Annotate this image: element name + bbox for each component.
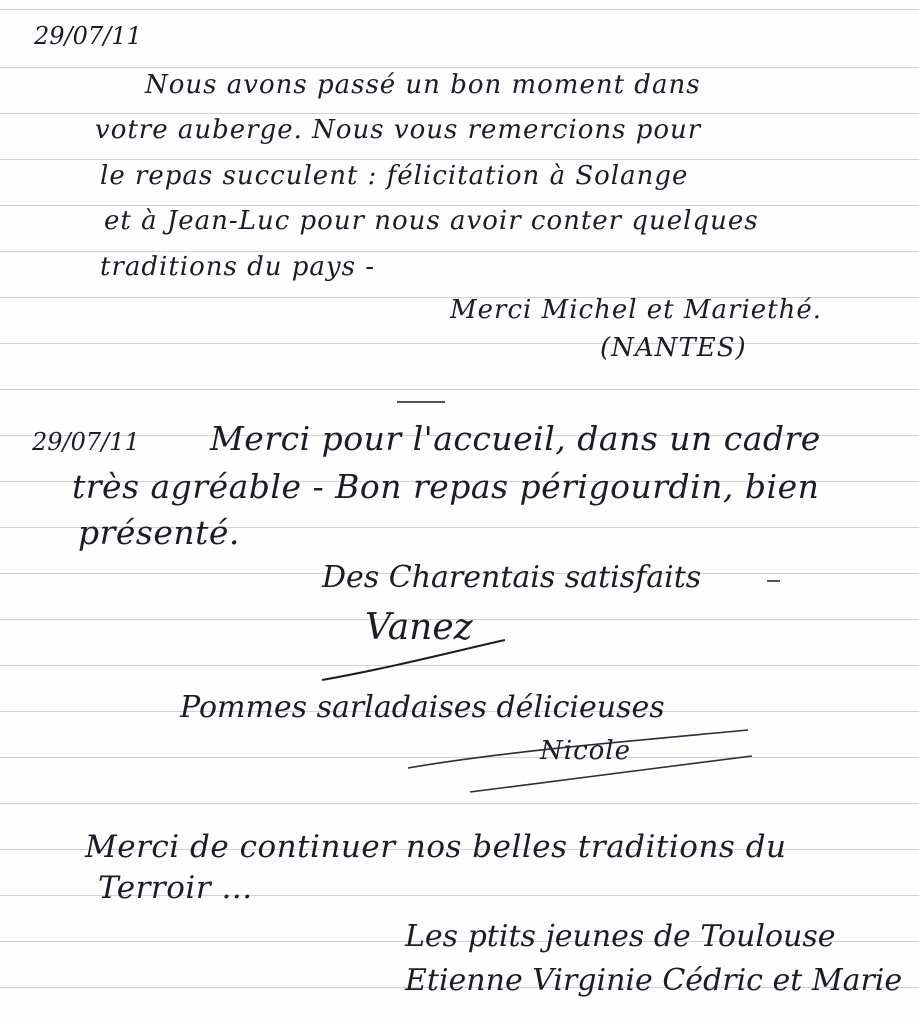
entry-4-signature: Les ptits jeunes de Toulouse [405, 919, 836, 954]
entry-2-date: 29/07/11 [32, 428, 140, 456]
entry-1-line-5: traditions du pays - [100, 252, 375, 282]
entry-1-line-4: et à Jean-Luc pour nous avoir conter quelques [104, 206, 759, 236]
entry-2-scribble: Vanez [365, 607, 473, 648]
entry-2-line-3: présenté. [78, 513, 240, 552]
entry-1-signature: Merci Michel et Mariethé. [450, 295, 822, 325]
entry-4-line-2: Terroir ... [98, 870, 253, 906]
entry-3-scribble: Nicole [540, 736, 631, 766]
entry-2-line-1: Merci pour l'accueil, dans un cadre [210, 419, 821, 458]
scribble-stroke-lower [470, 756, 752, 792]
entry-4-names: Etienne Virginie Cédric et Marie [405, 963, 903, 998]
entry-1-line-3: le repas succulent : félicitation à Solange [100, 161, 689, 191]
entry-2-signature: Des Charentais satisfaits [322, 560, 702, 595]
entry-2-line-2: très agréable - Bon repas périgourdin, bien [72, 467, 820, 506]
entry-1-origin: (NANTES) [600, 333, 747, 363]
signature-underline-stroke [322, 640, 505, 680]
entry-1-line-2: votre auberge. Nous vous remercions pour [95, 115, 702, 145]
entry-4-line-1: Merci de continuer nos belles traditions du [85, 829, 787, 865]
entry-1-date: 29/07/11 [34, 22, 142, 50]
entry-3-line-1: Pommes sarladaises délicieuses [180, 690, 665, 725]
entry-1-line-1: Nous avons passé un bon moment dans [145, 70, 701, 100]
